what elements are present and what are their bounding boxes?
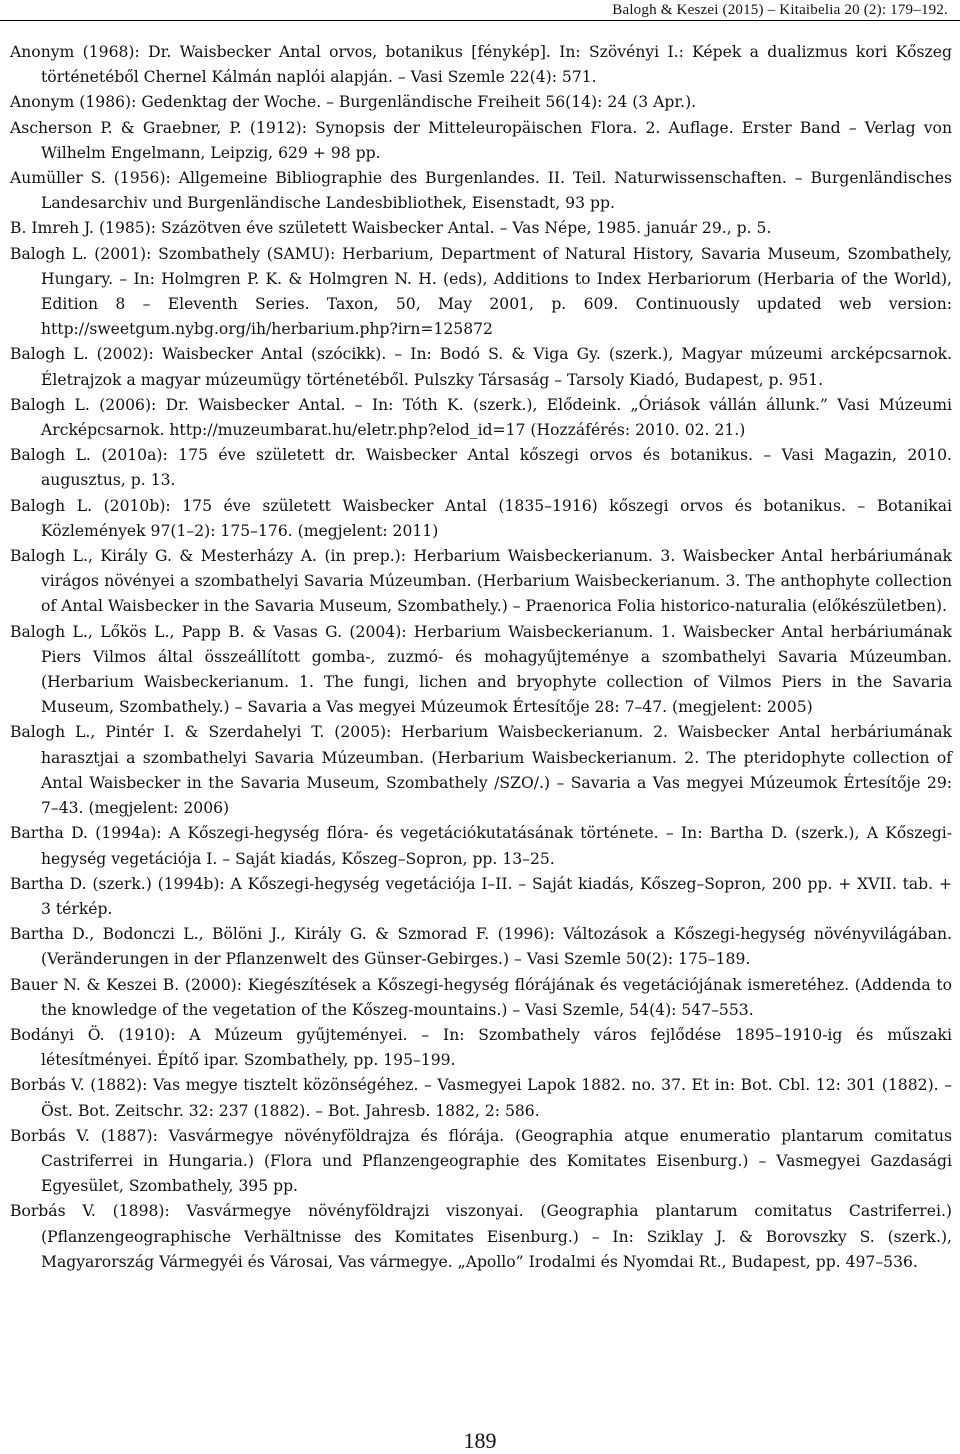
reference-entry: Anonym (1968): Dr. Waisbecker Antal orvos, botanikus [fénykép]. In: Szövényi I.: Képek a dualizmus kori Kőszeg történetéből Chernel Kálmán naplói alapján. – Vasi Szemle 22(4): 571.: [10, 43, 952, 87]
reference-entry: Aumüller S. (1956): Allgemeine Bibliographie des Burgenlandes. II. Teil. Naturwissenschaften. – Burgenländisches Landesarchiv und Burgenländische Landesbibliothek, Eisenstadt, 93 pp.: [10, 169, 952, 213]
page-number: 189: [463, 1428, 497, 1453]
reference-entry: Balogh L. (2010a): 175 éve született dr. Waisbecker Antal kőszegi orvos és botanikus. – Vasi Magazin, 2010. augusztus, p. 13.: [10, 446, 952, 490]
reference-entry: Bodányi Ö. (1910): A Múzeum gyűjteményei. – In: Szombathely város fejlődése 1895–1910-ig és műszaki létesítményei. Építő ipar. Szombathely, pp. 195–199.: [10, 1025, 952, 1070]
header-rule: [0, 20, 960, 21]
reference-entry: B. Imreh J. (1985): Százötven éve született Waisbecker Antal. – Vas Népe, 1985. január 29., p. 5.: [10, 219, 772, 238]
reference-entry: Bartha D. (1994a): A Kőszegi-hegység flóra- és vegetációkutatásának története. – In: Bartha D. (szerk.), A Kőszegi-hegység vegetációja I. – Saját kiadás, Kőszeg–Sopron, pp. 13–25.: [10, 824, 952, 868]
reference-list: [10, 40, 952, 1275]
reference-entry: Borbás V. (1882): Vas megye tisztelt közönségéhez. – Vasmegyei Lapok 1882. no. 37. Et in: Bot. Cbl. 12: 301 (1882). – Öst. Bot. Zeitschr. 32: 237 (1882). – Bot. Jahresb. 1882, 2: 586.: [10, 1076, 952, 1120]
reference-entry: Bartha D., Bodonczi L., Bölöni J., Király G. & Szmorad F. (1996): Változások a Kőszegi-hegység növényvilágában. (Veränderungen in der Pflanzenwelt des Günser-Gebirges.) – Vasi Szemle 50(2): 175–189.: [10, 925, 952, 969]
reference-entry: Balogh L. (2010b): 175 éve született Waisbecker Antal (1835–1916) kőszegi orvos és botanikus. – Botanikai Közlemények 97(1–2): 175–176. (megjelent: 2011): [10, 496, 952, 540]
reference-entry: Anonym (1986): Gedenktag der Woche. – Burgenländische Freiheit 56(14): 24 (3 Apr.).: [10, 93, 697, 112]
reference-entry: Balogh L., Király G. & Mesterházy A. (in prep.): Herbarium Waisbeckerianum. 3. Waisbecker Antal herbáriumának virágos növényei a szombathelyi Savaria Múzeumban. (Herbarium Waisbeckerianum. 3. The anthophyte collection of Antal Waisbecker in the Savaria Museum, Szombathely.) – Praenorica Folia historico-naturalia (előkészületben).: [10, 547, 952, 616]
reference-entry: Ascherson P. & Graebner, P. (1912): Synopsis der Mitteleuropäischen Flora. 2. Auflage. Erster Band – Verlag von Wilhelm Engelmann, Leipzig, 629 + 98 pp.: [10, 118, 952, 162]
reference-entry: Bauer N. & Keszei B. (2000): Kiegészítések a Kőszegi-hegység flórájának és vegetációjának ismeretéhez. (Addenda to the knowledge of the vegetation of the Kőszeg-mountains.) – Vasi Szemle, 54(4): 547–553.: [10, 975, 952, 1019]
reference-entry: Borbás V. (1898): Vasvármegye növényföldrajzi viszonyai. (Geographia plantarum comitatus Castriferrei.) (Pflanzengeographische Verhältnisse des Komitates Eisenburg.) – In: Sziklay J. & Borovszky S. (szerk.), Magyarország Vármegyéi és Városai, Vas vármegye. „Apollo” Irodalmi és Nyomdai Rt., Budapest, pp. 497–536.: [10, 1202, 952, 1271]
running-header: [0, 0, 960, 22]
reference-entry: Balogh L. (2001): Szombathely (SAMU): Herbarium, Department of Natural History, Savaria Museum, Szombathely, Hungary. – In: Holmgren P. K. & Holmgren N. H. (eds), Additions to Index Herbariorum (Herbaria of the World), Edition 8 – Eleventh Series. Taxon, 50, May 2001, p. 609. Continuously updated web version: http://sweetgum.nybg.org/ih/herbarium.php?irn=125872: [10, 244, 952, 339]
reference-entry: Borbás V. (1887): Vasvármegye növényföldrajza és flórája. (Geographia atque enumeratio plantarum comitatus Castriferrei in Hungaria.) (Flora und Pflanzengeographie des Komitates Eisenburg.) – Vasmegyei Gazdasági Egyesület, Szombathely, 395 pp.: [10, 1126, 952, 1196]
header-citation: Balogh & Keszei (2015) – Kitaibelia 20 (2): 179–192.: [612, 2, 948, 18]
reference-entry: Balogh L. (2006): Dr. Waisbecker Antal. – In: Tóth K. (szerk.), Elődeink. „Óriások vállán állunk.” Vasi Múzeumi Arcképcsarnok. http://muzeumbarat.hu/eletr.php?elod_id=17 (Hozzáférés: 2010. 02. 21.): [10, 395, 952, 440]
reference-entry: Balogh L. (2002): Waisbecker Antal (szócikk). – In: Bodó S. & Viga Gy. (szerk.), Magyar múzeumi arcképcsarnok. Életrajzok a magyar múzeumügy történetéből. Pulszky Társaság – Tarsoly Kiadó, Budapest, p. 951.: [10, 345, 952, 389]
reference-entry: Bartha D. (szerk.) (1994b): A Kőszegi-hegység vegetációja I–II. – Saját kiadás, Kőszeg–Sopron, 200 pp. + XVII. tab. + 3 térkép.: [10, 874, 952, 918]
reference-entry: Balogh L., Lőkös L., Papp B. & Vasas G. (2004): Herbarium Waisbeckerianum. 1. Waisbecker Antal herbáriumának Piers Vilmos által összeállított gomba-, zuzmó- és mohagyűjteménye a szombathelyi Savaria Múzeumban. (Herbarium Waisbeckerianum. 1. The fungi, lichen and bryophyte collection of Vilmos Piers in the Savaria Museum, Szombathely.) – Savaria a Vas megyei Múzeumok Értesítője 28: 7–47. (megjelent: 2005): [10, 622, 952, 717]
reference-entry: Balogh L., Pintér I. & Szerdahelyi T. (2005): Herbarium Waisbeckerianum. 2. Waisbecker Antal herbáriumának harasztjai a szombathelyi Savaria Múzeumban. (Herbarium Waisbeckerianum. 2. The pteridophyte collection of Antal Waisbecker in the Savaria Museum, Szombathely /SZO/.) – Savaria a Vas megyei Múzeumok Értesítője 29: 7–43. (megjelent: 2006): [10, 723, 952, 818]
